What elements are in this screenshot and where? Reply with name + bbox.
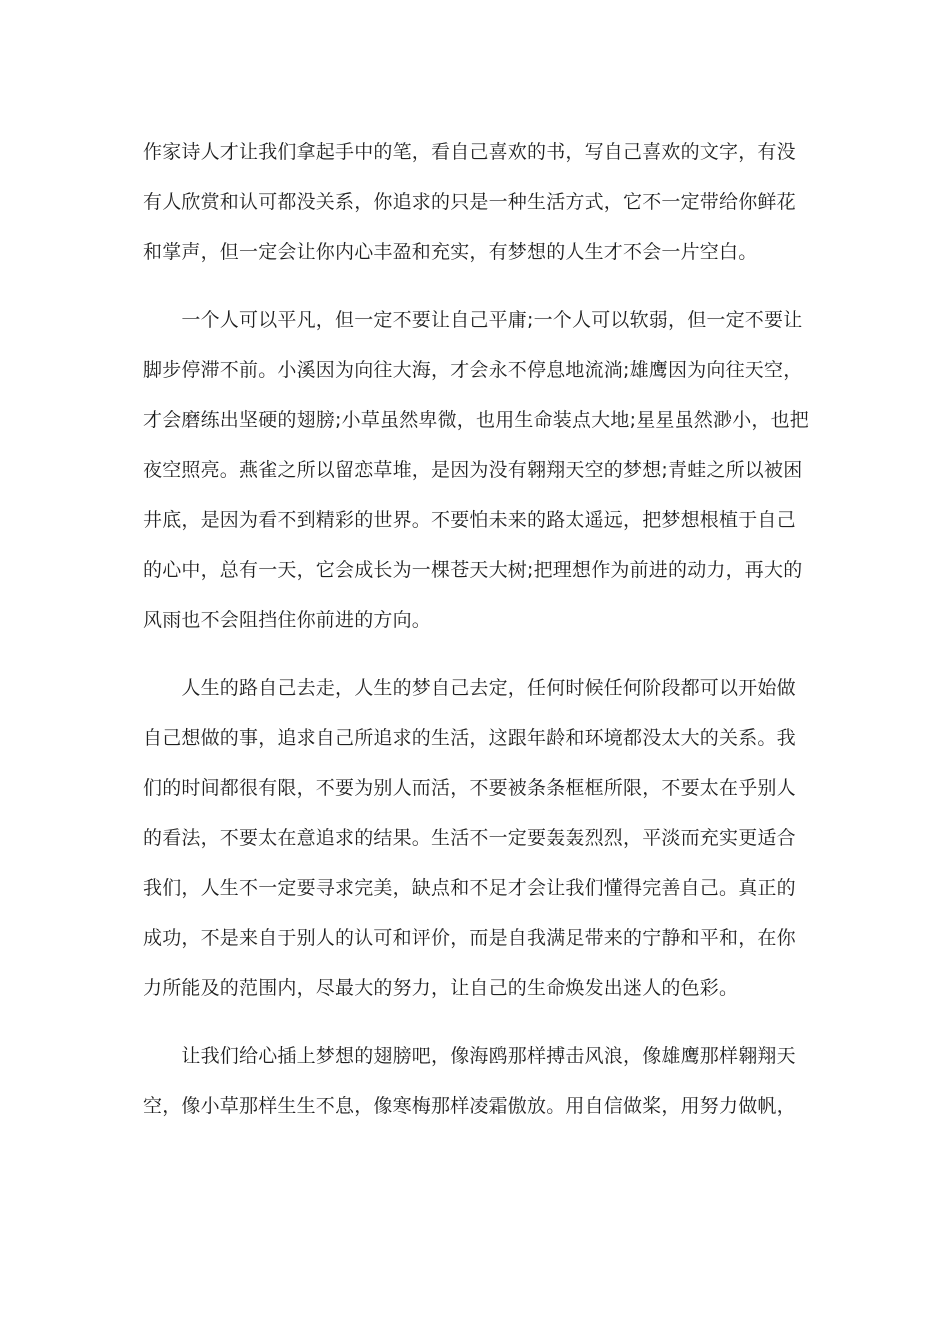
text-line: 一个人可以平凡，但一定不要让自己平庸;一个人可以软弱，但一定不要让 — [143, 309, 803, 331]
text-line: 井底，是因为看不到精彩的世界。不要怕未来的路太遥远，把梦想根植于自己 — [143, 509, 796, 531]
text-line: 让我们给心插上梦想的翅膀吧，像海鸥那样搏击风浪，像雄鹰那样翱翔天 — [143, 1045, 796, 1067]
text-line: 空，像小草那样生生不息，像寒梅那样凌霜傲放。用自信做桨，用努力做帆， — [143, 1095, 796, 1117]
body-text — [143, 127, 808, 1131]
text-line: 力所能及的范围内，尽最大的努力，让自己的生命焕发出迷人的色彩。 — [143, 977, 739, 999]
text-line: 夜空照亮。燕雀之所以留恋草堆，是因为没有翱翔天空的梦想;青蛙之所以被困 — [143, 459, 803, 481]
paragraph-3 — [143, 663, 808, 1013]
text-line: 的看法，不要太在意追求的结果。生活不一定要轰轰烈烈，平淡而充实更适合 — [143, 827, 796, 849]
text-line: 脚步停滞不前。小溪因为向往大海，才会永不停息地流淌;雄鹰因为向往天空， — [143, 359, 803, 381]
paragraph-4 — [143, 1031, 808, 1131]
text-line: 成功，不是来自于别人的认可和评价，而是自我满足带来的宁静和平和，在你 — [143, 927, 796, 949]
text-line: 的心中，总有一天，它会成长为一棵苍天大树;把理想作为前进的动力，再大的 — [143, 559, 803, 581]
text-line: 有人欣赏和认可都没关系，你追求的只是一种生活方式，它不一定带给你鲜花 — [143, 191, 796, 213]
text-line: 作家诗人才让我们拿起手中的笔，看自己喜欢的书，写自己喜欢的文字，有没 — [143, 141, 796, 163]
paragraph-2 — [143, 295, 808, 645]
text-line: 和掌声，但一定会让你内心丰盈和充实，有梦想的人生才不会一片空白。 — [143, 241, 758, 263]
text-line: 人生的路自己去走，人生的梦自己去定，任何时候任何阶段都可以开始做 — [143, 677, 796, 699]
text-line: 自己想做的事，追求自己所追求的生活，这跟年龄和环境都没太大的关系。我 — [143, 727, 796, 749]
text-line: 才会磨练出坚硬的翅膀;小草虽然卑微，也用生命装点大地;星星虽然渺小，也把 — [143, 409, 810, 431]
text-line: 们的时间都很有限，不要为别人而活，不要被条条框框所限，不要太在乎别人 — [143, 777, 796, 799]
text-line: 我们，人生不一定要寻求完美，缺点和不足才会让我们懂得完善自己。真正的 — [143, 877, 796, 899]
text-line: 风雨也不会阻挡住你前进的方向。 — [143, 609, 432, 631]
paragraph-1 — [143, 127, 808, 277]
